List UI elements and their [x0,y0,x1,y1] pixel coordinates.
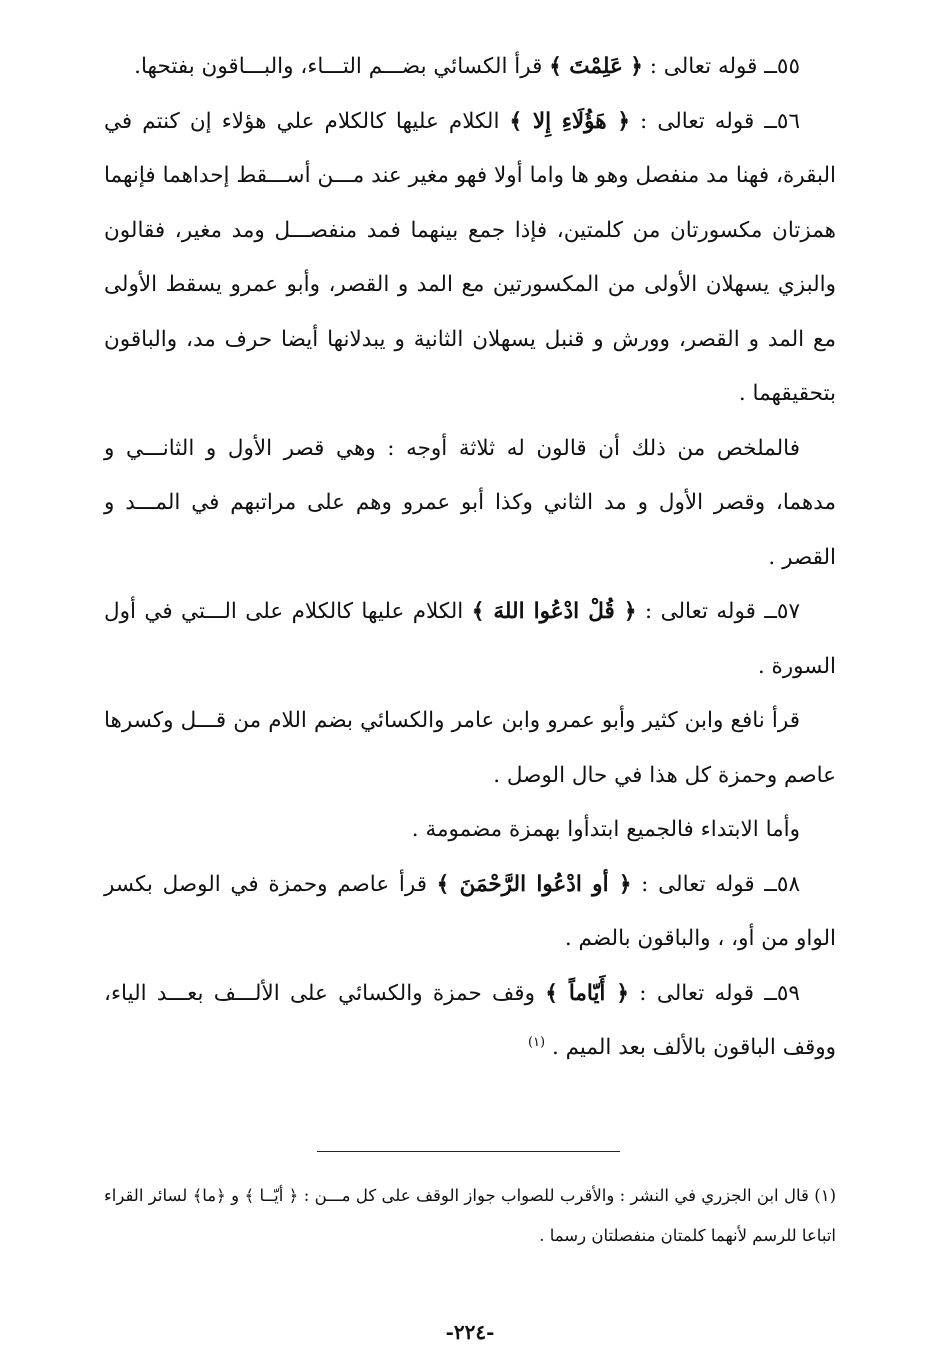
paragraph-55 [104,40,836,95]
footnote [104,1176,836,1256]
paragraph-56 [104,95,836,422]
verse-intro: ٥٥ــ قوله تعالى : [642,54,800,79]
paragraph-58 [104,858,836,967]
verse-intro: ٥٨ــ قوله تعالى : [631,871,801,897]
commentary-text: الكلام عليها كالكلام على الـــتي في أول السورة . [104,599,836,679]
quranic-quote: ﴿ هَؤُلَاءِ إِلا ﴾ [509,108,630,134]
footnote-text: (١) قال ابن الجزري في النشر : والأقرب للصواب جواز الوقف على كل مـــن : ﴿ أيّــا ﴾ و ﴿ما﴾ لسائر القراء اتباعا للرسم لأنهما كلمتان منفصلتان رسما . [104,1186,836,1245]
quranic-quote: ﴿ قُلْ ادْعُوا اللهَ ﴾ [471,599,637,624]
verse-intro: ٥٧ــ قوله تعالى : [636,599,800,624]
footnote-reference[interactable]: (١) [527,1034,546,1050]
footnote-divider [317,1151,620,1152]
quranic-quote: ﴿ عَلِمْتَ ﴾ [549,54,643,79]
main-text [104,40,836,1076]
quranic-quote: ﴿ أو ادْعُوا الرَّحْمَنَ ﴾ [436,871,632,897]
quranic-quote: ﴿ أَيّاماً ﴾ [545,980,629,1006]
paragraph-ibtida: وأما الابتداء فالجميع ابتدأوا بهمزة مضمومة . [411,817,800,842]
commentary-text: قرأ عاصم وحمزة في الوصل بكسر الواو من أو، ، والباقون بالضم . [104,871,836,951]
page-number: -٢٢٤- [445,1320,495,1344]
commentary-text: قرأ الكسائي بضـــم التـــاء، والبـــاقون بفتحها. [134,54,550,79]
verse-intro: ٥٦ــ قوله تعالى : [629,108,801,134]
paragraph-57 [104,585,836,694]
paragraph-qira-at: قرأ نافع وابن كثير وأبو عمرو وابن عامر والكسائي بضم اللام من قـــل وكسرها عاصم وحمزة كل هذا في حال الوصل . [104,708,836,788]
paragraph-summary: فالملخص من ذلك أن قالون له ثلاثة أوجه : وهي قصر الأول و الثانـــي و مدهما، وقصر الأول و مد الثاني وكذا أبو عمرو وهم على مراتبهم في المـــد و القصر . [104,435,836,570]
commentary-text: وقف حمزة والكسائي على الألـــف بعـــد الياء، ووقف الباقون بالألف بعد الميم . [104,980,836,1060]
paragraph-59 [104,967,836,1076]
verse-intro: ٥٩ــ قوله تعالى : [628,980,800,1006]
commentary-text: الكلام عليها كالكلام علي هؤلاء إن كنتم في البقرة، فهنا مد منفصل وهو ها واما أولا فهو مغير عند مـــن أســـقط إحداهما فإنهما همزتان مكسورتان من كلمتين، فإذا جمع بينهما فمد منفصـــل ومد مغير، فقالون والبزي يسهلان الأولى من المكسورتين مع المد و القصر، وأبو عمرو يسقط الأولى مع المد و القصر، وورش و قنبل يسهلان الثانية و يبدلانها أيضا حرف مد، والباقون بتحقيقهما . [104,108,836,406]
